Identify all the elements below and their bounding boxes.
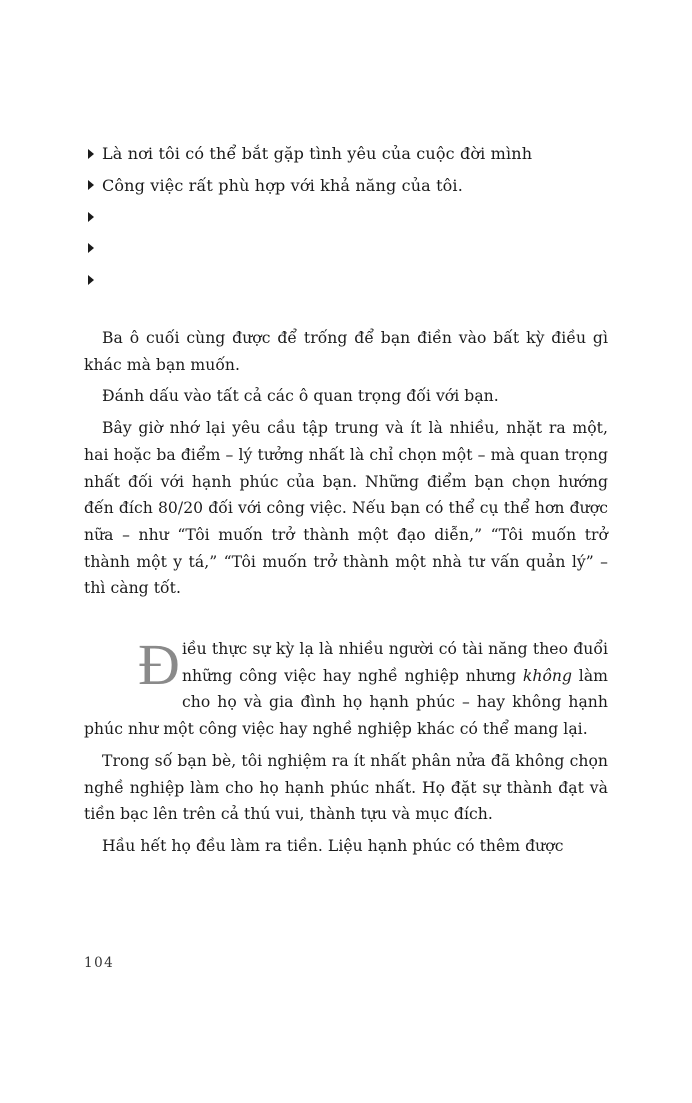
checklist-item-blank (88, 201, 608, 233)
body-text-section-2 (84, 632, 608, 865)
paragraph-text: iều thực sự kỳ lạ là nhiều người có tài năng theo đuổi những công việc hay nghề nghiệp nhưng (181, 640, 608, 685)
checklist-item-text: Công việc rất phù hợp với khả năng của tôi. (102, 175, 463, 195)
checklist (88, 138, 608, 296)
paragraph: Ba ô cuối cùng được để trống để bạn điền vào bất kỳ điều gì khác mà bạn muốn. (84, 329, 608, 374)
paragraph: Bây giờ nhớ lại yêu cầu tập trung và ít là nhiều, nhặt ra một, hai hoặc ba điểm – lý tưởng nhất là chỉ chọn một – mà quan trọng nhất đối với hạnh phúc của bạn. Những điểm bạn chọn hướng đến đích 80/20 đối với công việc. Nếu bạn có thể cụ thể hơn được nữa – như “Tôi muốn trở thành một đạo diễn,” “Tôi muốn trở thành một y tá,” “Tôi muốn trở thành một nhà tư vấn quản lý” – thì càng tốt. (84, 419, 608, 598)
checklist-item-blank (88, 233, 608, 265)
body-text-section-1 (84, 325, 608, 607)
triangle-bullet-icon (88, 275, 94, 285)
paragraph: Đánh dấu vào tất cả các ô quan trọng đối với bạn. (102, 387, 499, 406)
triangle-bullet-icon (88, 180, 94, 190)
checklist-item (88, 138, 608, 170)
book-page (84, 0, 608, 1103)
checklist-item-blank (88, 264, 608, 296)
triangle-bullet-icon (88, 243, 94, 253)
checklist-item (88, 170, 608, 202)
page-number: 104 (84, 955, 115, 971)
checklist-item-text: Là nơi tôi có thể bắt gặp tình yêu của cuộc đời mình (102, 144, 533, 164)
emphasized-word: không (522, 666, 573, 685)
triangle-bullet-icon (88, 149, 94, 159)
paragraph: Hầu hết họ đều làm ra tiền. Liệu hạnh phúc có thêm được (102, 836, 564, 855)
triangle-bullet-icon (88, 212, 94, 222)
paragraph: Trong số bạn bè, tôi nghiệm ra ít nhất phân nửa đã không chọn nghề nghiệp làm cho họ hạnh phúc nhất. Họ đặt sự thành đạt và tiền bạc lên trên cả thú vui, thành tựu và mục đích. (84, 751, 608, 824)
dropcap-paragraph (84, 632, 608, 743)
drop-cap-letter: Đ (138, 632, 180, 697)
paragraph-text: làm cho họ và gia đình họ hạnh phúc – hay không hạnh phúc như một công việc hay nghề nghiệp khác có thể mang lại. (84, 666, 608, 739)
